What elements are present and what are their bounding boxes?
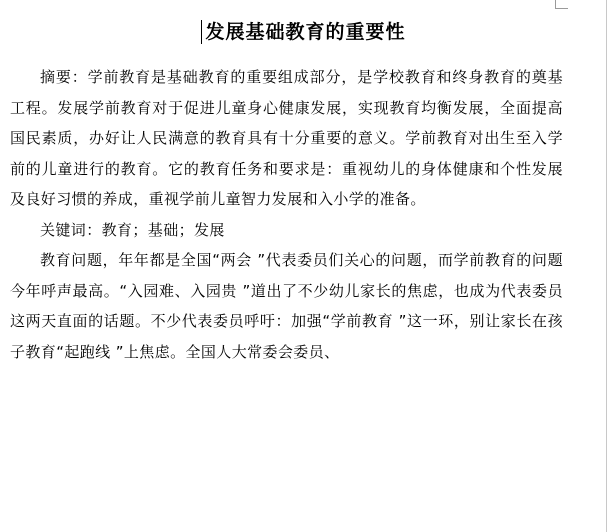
document-title-text: 发展基础教育的重要性 xyxy=(205,21,406,43)
title-row xyxy=(0,17,607,47)
abstract-paragraph: 摘要：学前教育是基础教育的重要组成部分，是学校教育和终身教育的奠基工程。发展学前教育对于促进儿童身心健康发展，实现教育均衡发展，全面提高国民素质，办好让人民满意的教育具有十分重要的意义。学前教育对出生至入学前的儿童进行的教育。它的教育任务和要求是：重视幼儿的身体健康和个性发展及良好习惯的养成，重视学前儿童智力发展和入小学的准备。 xyxy=(10,68,563,208)
keywords-paragraph: 关键词：教育；基础；发展 xyxy=(40,220,225,239)
document-body[interactable] xyxy=(10,62,563,367)
document-title[interactable] xyxy=(201,17,405,47)
body-paragraph: 教育问题，年年都是全国“两会 ”代表委员们关心的问题，而学前教育的问题今年呼声最高。“入园难、入园贵 ”道出了不少幼儿家长的焦虑，也成为代表委员这两天直面的话题。不少代表委员呼吁：加强“学前教育 ”这一环，别让家长在孩子教育“起跑线 ”上焦虑。全国人大常委会委员、 xyxy=(10,251,563,361)
page-corner-mark xyxy=(555,0,568,9)
text-cursor xyxy=(201,20,202,44)
